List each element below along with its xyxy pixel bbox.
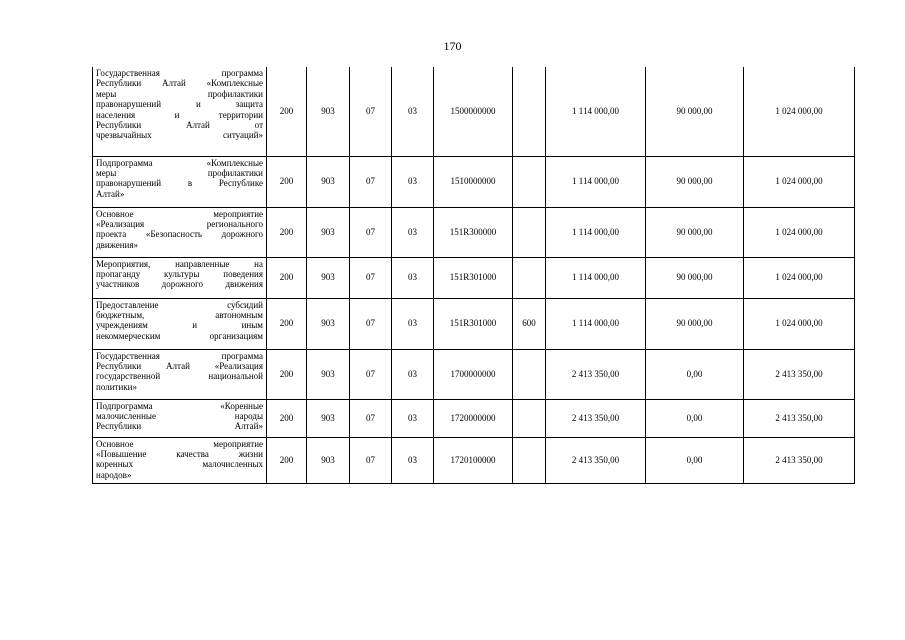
row-name-line: Республики Алтай» — [96, 421, 263, 432]
row-name-line: Государственная программа — [96, 350, 263, 361]
subsection-cell: 03 — [392, 298, 434, 349]
row-name-line: Мероприятия, направленные на — [96, 258, 263, 269]
row-name-line: правонарушений и защита — [96, 99, 263, 110]
change-cell: 0,00 — [646, 399, 744, 437]
subsection-cell: 03 — [392, 257, 434, 298]
change-cell: 90 000,00 — [646, 67, 744, 156]
amount-cell: 2 413 350,00 — [546, 437, 646, 483]
row-name-line: проекта «Безопасность дорожного — [96, 229, 263, 240]
section-cell: 07 — [350, 399, 392, 437]
expense-type-cell: 600 — [513, 298, 546, 349]
section-cell: 07 — [350, 207, 392, 257]
total-amount-cell: 1 024 000,00 — [744, 298, 855, 349]
amount-cell: 2 413 350,00 — [546, 399, 646, 437]
expense-type-cell — [513, 437, 546, 483]
expense-type-cell — [513, 207, 546, 257]
code-cell: 200 — [267, 207, 307, 257]
row-name-line: Основное мероприятие — [96, 208, 263, 219]
code-cell: 200 — [267, 437, 307, 483]
section-cell: 07 — [350, 156, 392, 207]
department-code-cell: 903 — [307, 67, 350, 156]
row-name-cell — [93, 349, 267, 399]
row-name-line: Государственная программа — [96, 68, 263, 78]
row-name-line: народов» — [96, 469, 132, 480]
table-body — [93, 67, 855, 483]
target-article-cell: 1510000000 — [434, 156, 513, 207]
expense-type-cell — [513, 67, 546, 156]
section-cell: 07 — [350, 67, 392, 156]
row-name-line: Алтай» — [96, 188, 125, 199]
row-name-line: Республики Алтай «Комплексные — [96, 78, 263, 89]
row-name-line: Предоставление субсидий — [96, 299, 263, 310]
row-name-line: меры профилактики — [96, 167, 263, 178]
row-name-line: населения и территории — [96, 109, 263, 120]
change-cell: 90 000,00 — [646, 207, 744, 257]
row-name-line: бюджетным, автономным — [96, 309, 263, 320]
row-name-line: Подпрограмма «Комплексные — [96, 157, 263, 168]
total-amount-cell: 1 024 000,00 — [744, 257, 855, 298]
target-article-cell: 1720000000 — [434, 399, 513, 437]
subsection-cell: 03 — [392, 207, 434, 257]
table-row — [93, 349, 855, 399]
target-article-cell: 1500000000 — [434, 67, 513, 156]
code-cell: 200 — [267, 257, 307, 298]
section-cell: 07 — [350, 349, 392, 399]
row-name-line: Республики Алтай «Реализация — [96, 360, 263, 371]
target-article-cell: 1700000000 — [434, 349, 513, 399]
table-row — [93, 67, 855, 156]
row-name-line: «Реализация регионального — [96, 218, 263, 229]
department-code-cell: 903 — [307, 349, 350, 399]
row-name-line: некоммерческим организациям — [96, 330, 263, 341]
table-row — [93, 207, 855, 257]
amount-cell: 1 114 000,00 — [546, 298, 646, 349]
department-code-cell: 903 — [307, 207, 350, 257]
row-name-line: малочисленные народы — [96, 410, 263, 421]
amount-cell: 2 413 350,00 — [546, 349, 646, 399]
row-name-line: «Повышение качества жизни — [96, 448, 263, 459]
budget-table — [92, 67, 855, 484]
expense-type-cell — [513, 257, 546, 298]
code-cell: 200 — [267, 349, 307, 399]
total-amount-cell: 1 024 000,00 — [744, 67, 855, 156]
expense-type-cell — [513, 399, 546, 437]
table-row — [93, 257, 855, 298]
change-cell: 90 000,00 — [646, 257, 744, 298]
amount-cell: 1 114 000,00 — [546, 67, 646, 156]
row-name-cell — [93, 437, 267, 483]
row-name-cell — [93, 156, 267, 207]
code-cell: 200 — [267, 156, 307, 207]
target-article-cell: 151R301000 — [434, 298, 513, 349]
subsection-cell: 03 — [392, 437, 434, 483]
department-code-cell: 903 — [307, 298, 350, 349]
row-name-line: правонарушений в Республике — [96, 178, 263, 189]
section-cell: 07 — [350, 257, 392, 298]
row-name-line: учреждениям и иным — [96, 320, 263, 331]
code-cell: 200 — [267, 67, 307, 156]
row-name-line: меры профилактики — [96, 88, 263, 99]
row-name-line: участников дорожного движения — [96, 279, 263, 290]
total-amount-cell: 2 413 350,00 — [744, 349, 855, 399]
change-cell: 0,00 — [646, 349, 744, 399]
subsection-cell: 03 — [392, 399, 434, 437]
row-name-line: Основное мероприятие — [96, 438, 263, 449]
row-name-cell — [93, 399, 267, 437]
change-cell: 90 000,00 — [646, 298, 744, 349]
row-name-cell — [93, 67, 267, 156]
section-cell: 07 — [350, 437, 392, 483]
department-code-cell: 903 — [307, 399, 350, 437]
row-name-line: коренных малочисленных — [96, 459, 263, 470]
total-amount-cell: 2 413 350,00 — [744, 437, 855, 483]
row-name-line: движения» — [96, 239, 139, 250]
table-row — [93, 399, 855, 437]
department-code-cell: 903 — [307, 437, 350, 483]
table-row — [93, 437, 855, 483]
total-amount-cell: 1 024 000,00 — [744, 207, 855, 257]
amount-cell: 1 114 000,00 — [546, 257, 646, 298]
page-number: 170 — [443, 39, 462, 53]
row-name-line: Республики Алтай от — [96, 120, 263, 131]
total-amount-cell: 2 413 350,00 — [744, 399, 855, 437]
row-name-cell — [93, 257, 267, 298]
row-name-line: государственной национальной — [96, 371, 263, 382]
target-article-cell: 151R300000 — [434, 207, 513, 257]
target-article-cell: 1720100000 — [434, 437, 513, 483]
table-row — [93, 298, 855, 349]
code-cell: 200 — [267, 399, 307, 437]
table-row — [93, 156, 855, 207]
row-name-cell — [93, 298, 267, 349]
total-amount-cell: 1 024 000,00 — [744, 156, 855, 207]
department-code-cell: 903 — [307, 156, 350, 207]
change-cell: 90 000,00 — [646, 156, 744, 207]
row-name-line: политики» — [96, 381, 137, 392]
subsection-cell: 03 — [392, 67, 434, 156]
subsection-cell: 03 — [392, 156, 434, 207]
amount-cell: 1 114 000,00 — [546, 207, 646, 257]
expense-type-cell — [513, 156, 546, 207]
row-name-cell — [93, 207, 267, 257]
expense-type-cell — [513, 349, 546, 399]
row-name-line: пропаганду культуры поведения — [96, 268, 263, 279]
target-article-cell: 151R301000 — [434, 257, 513, 298]
row-name-line: чрезвычайных ситуаций» — [96, 130, 263, 141]
subsection-cell: 03 — [392, 349, 434, 399]
amount-cell: 1 114 000,00 — [546, 156, 646, 207]
row-name-line: Подпрограмма «Коренные — [96, 400, 263, 411]
change-cell: 0,00 — [646, 437, 744, 483]
department-code-cell: 903 — [307, 257, 350, 298]
code-cell: 200 — [267, 298, 307, 349]
section-cell: 07 — [350, 298, 392, 349]
